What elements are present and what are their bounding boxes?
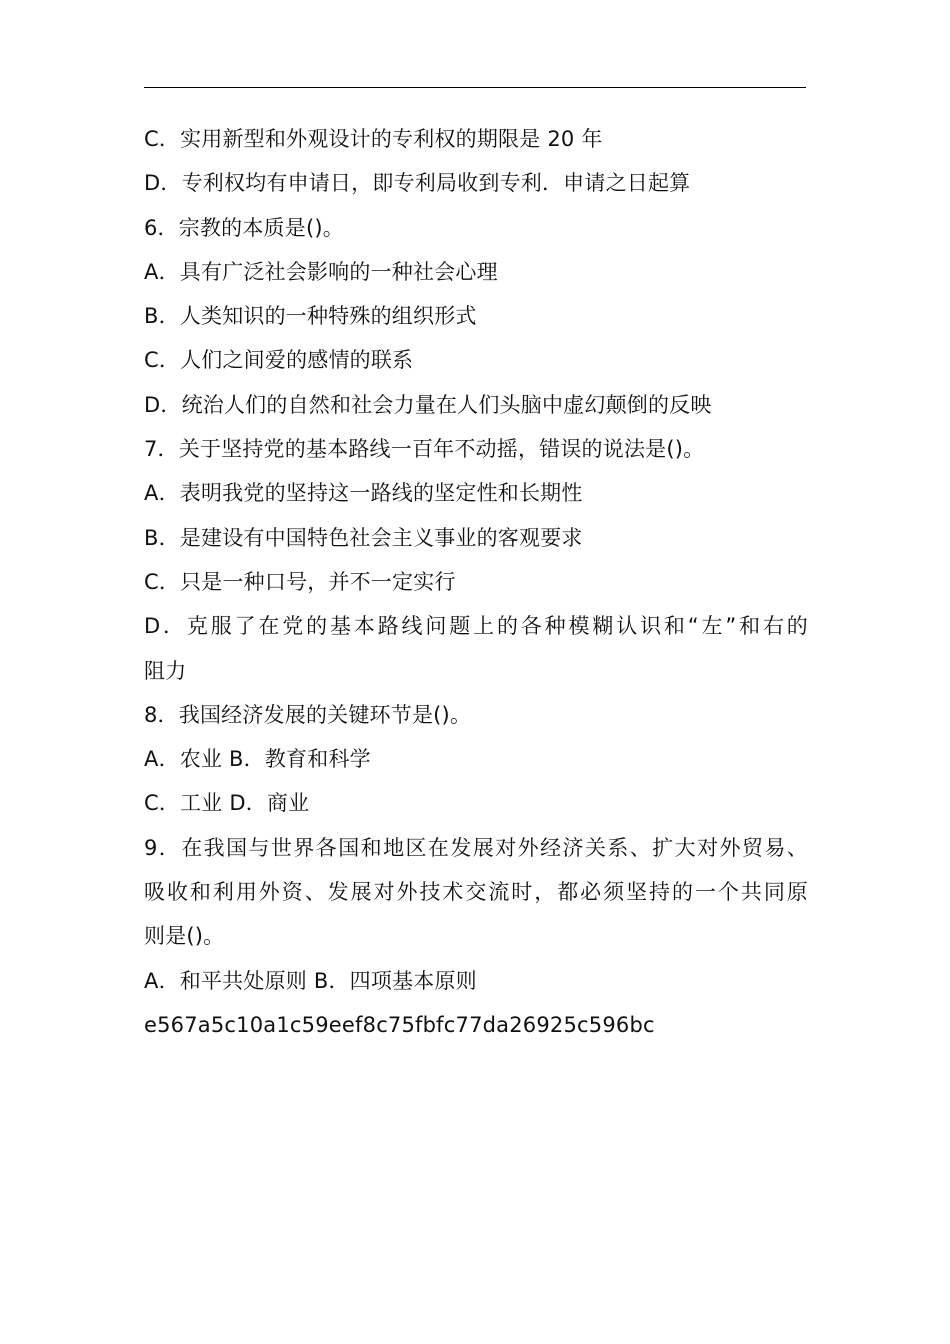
option-7d-line-2: 阻力 <box>144 658 187 683</box>
option-5d: D．专利权均有申请日，即专利局收到专利．申请之日起算 <box>144 171 691 196</box>
question-6: 6．宗教的本质是()。 <box>144 215 344 240</box>
question-7: 7．关于坚持党的基本路线一百年不动摇，错误的说法是()。 <box>144 437 705 462</box>
question-9-line-1: 9．在我国与世界各国和地区在发展对外经济关系、扩大对外贸易、 <box>144 835 808 860</box>
option-7c: C．只是一种口号，并不一定实行 <box>144 569 456 594</box>
options-8cd: C．工业 D．商业 <box>144 791 310 816</box>
option-5c: C．实用新型和外观设计的专利权的期限是 20 年 <box>144 127 603 151</box>
option-6a: A．具有广泛社会影响的一种社会心理 <box>144 259 498 284</box>
option-6b: B．人类知识的一种特殊的组织形式 <box>144 304 477 329</box>
question-8: 8．我国经济发展的关键环节是()。 <box>144 702 472 727</box>
option-7d-line-1: D．克服了在党的基本路线问题上的各种模糊认识和“左”和右的 <box>144 614 808 639</box>
document-hash: e567a5c10a1c59eef8c75fbfc77da26925c596bc <box>144 1012 655 1037</box>
options-8ab: A．农业 B．教育和科学 <box>144 747 371 772</box>
option-7b: B．是建设有中国特色社会主义事业的客观要求 <box>144 525 583 550</box>
question-9-line-2: 吸收和利用外资、发展对外技术交流时，都必须坚持的一个共同原 <box>144 880 808 905</box>
question-9-line-3: 则是()。 <box>144 924 225 949</box>
option-6d: D．统治人们的自然和社会力量在人们头脑中虚幻颠倒的反映 <box>144 392 712 417</box>
options-9ab: A．和平共处原则 B．四项基本原则 <box>144 968 477 993</box>
option-6c: C．人们之间爱的感情的联系 <box>144 348 414 373</box>
option-7a: A．表明我党的坚持这一路线的坚定性和长期性 <box>144 481 583 506</box>
header-rule <box>144 87 806 88</box>
document-body <box>144 117 808 1047</box>
